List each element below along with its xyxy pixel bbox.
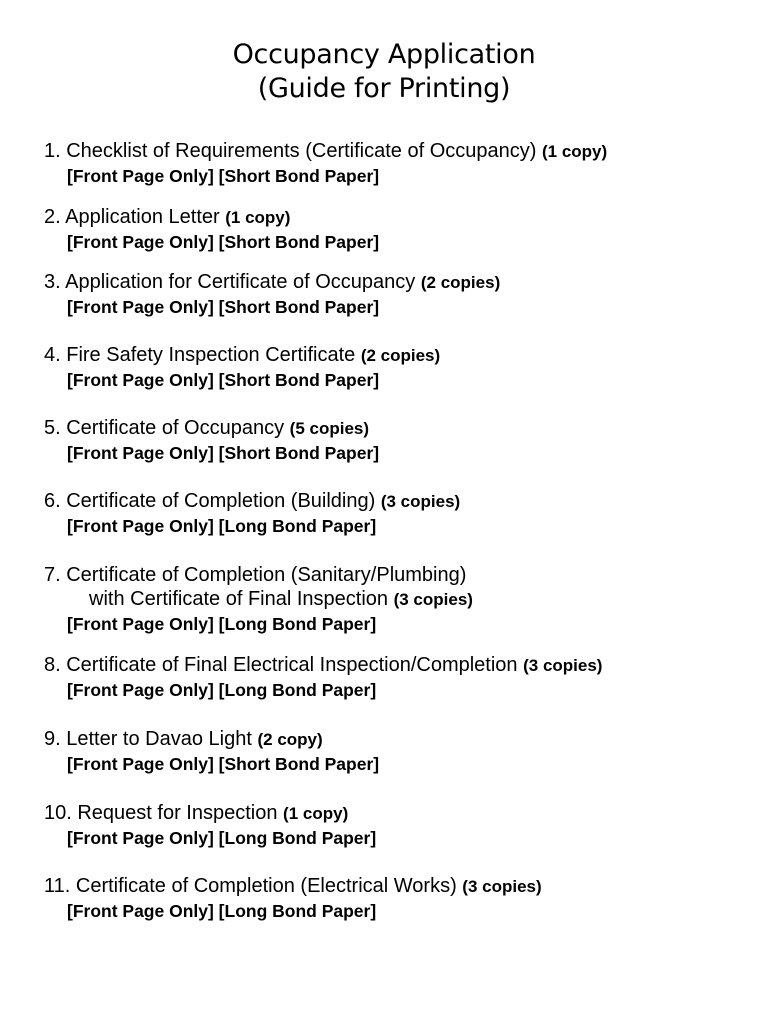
- list-item-1: [44, 139, 607, 188]
- list-item-10: [44, 801, 376, 850]
- item-text: 7. Certificate of Completion (Sanitary/Plumbing): [44, 564, 467, 586]
- print-note: [Front Page Only] [Long Bond Paper]: [67, 901, 377, 921]
- print-note: [Front Page Only] [Short Bond Paper]: [67, 754, 380, 774]
- copy-count: (2 copy): [257, 730, 323, 749]
- copy-count: (5 copies): [289, 419, 370, 438]
- copy-count: (2 copies): [420, 273, 501, 292]
- document-title: Occupancy Application: [232, 39, 536, 70]
- item-text: 3. Application for Certificate of Occupancy: [44, 271, 416, 293]
- item-text: 9. Letter to Davao Light: [44, 728, 252, 750]
- print-note: [Front Page Only] [Long Bond Paper]: [67, 614, 377, 634]
- print-note: [Front Page Only] [Short Bond Paper]: [67, 166, 380, 186]
- list-item-3: [44, 270, 500, 319]
- item-text: 6. Certificate of Completion (Building): [44, 490, 376, 512]
- copy-count: (3 copies): [393, 590, 473, 609]
- list-item-5: [44, 416, 379, 465]
- print-note: [Front Page Only] [Long Bond Paper]: [67, 828, 377, 848]
- copy-count: (3 copies): [523, 656, 603, 675]
- print-note: [Front Page Only] [Short Bond Paper]: [67, 443, 380, 463]
- print-note: [Front Page Only] [Long Bond Paper]: [67, 516, 377, 536]
- item-text: 2. Application Letter: [44, 206, 220, 228]
- print-note: [Front Page Only] [Short Bond Paper]: [67, 232, 380, 252]
- list-item-11: [44, 874, 542, 923]
- item-text: 11. Certificate of Completion (Electrical Works): [44, 875, 457, 897]
- list-item-4: [44, 343, 440, 392]
- print-note: [Front Page Only] [Long Bond Paper]: [67, 680, 377, 700]
- copy-count: (1 copy): [541, 142, 608, 161]
- item-text: 5. Certificate of Occupancy: [44, 417, 285, 439]
- print-note: [Front Page Only] [Short Bond Paper]: [67, 370, 380, 390]
- copy-count: (3 copies): [380, 492, 461, 511]
- copy-count: (3 copies): [462, 877, 542, 896]
- item-text: 1. Checklist of Requirements (Certificate of Occupancy): [44, 140, 537, 162]
- copy-count: (1 copy): [225, 208, 291, 227]
- copy-count: (1 copy): [283, 804, 349, 823]
- item-text: 8. Certificate of Final Electrical Inspection/Completion: [44, 654, 518, 676]
- print-note: [Front Page Only] [Short Bond Paper]: [67, 297, 380, 317]
- item-text-continuation: with Certificate of Final Inspection: [89, 588, 389, 610]
- list-item-6: [44, 489, 460, 538]
- item-text: 10. Request for Inspection: [44, 802, 278, 824]
- document-subtitle: (Guide for Printing): [257, 73, 511, 104]
- list-item-8: [44, 653, 602, 702]
- item-text: 4. Fire Safety Inspection Certificate: [44, 344, 356, 366]
- list-item-2: [44, 205, 379, 254]
- list-item-7: [44, 563, 473, 636]
- list-item-9: [44, 727, 379, 776]
- copy-count: (2 copies): [360, 346, 441, 365]
